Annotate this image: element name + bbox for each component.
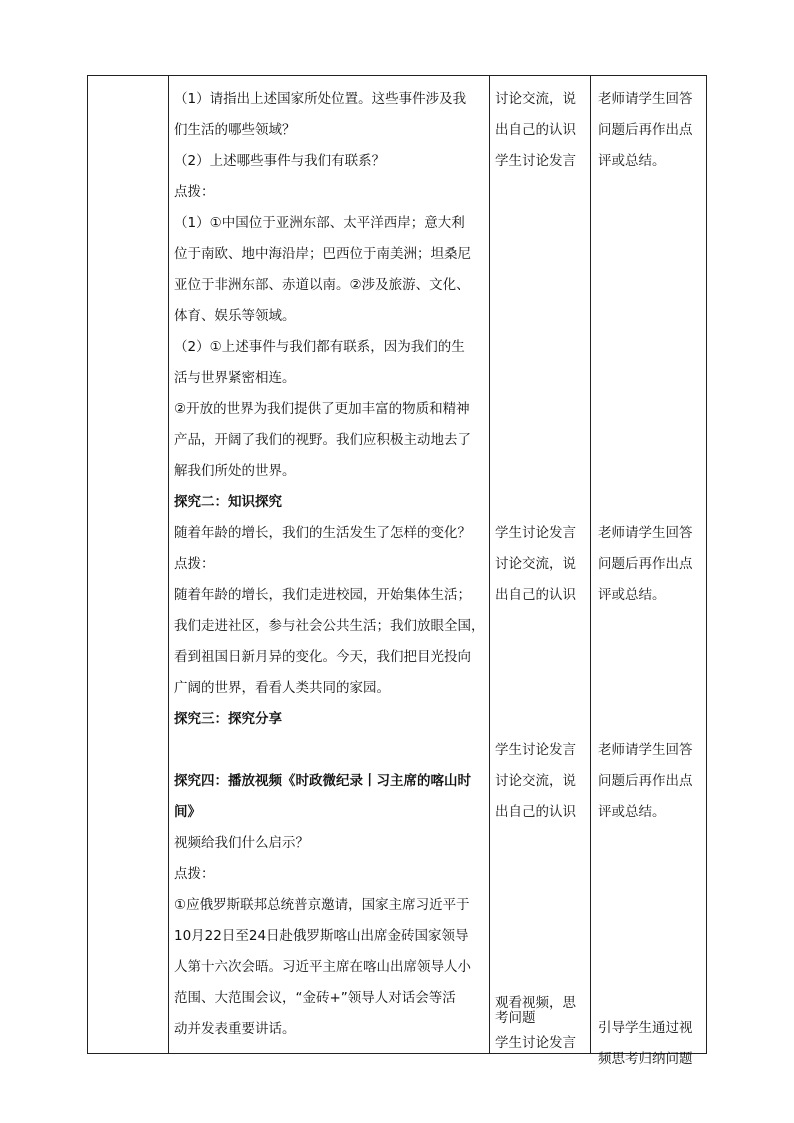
content-line: 点拨：	[174, 184, 215, 200]
student-activity-line: 讨论交流，说	[495, 91, 576, 107]
student-activity-line: 学生讨论发言	[495, 153, 576, 169]
student-activity-line: 观看视频，思	[495, 995, 576, 1011]
teacher-activity-line: 问题后再作出点	[598, 122, 693, 138]
content-line: （2）上述哪些事件与我们有联系？	[174, 153, 386, 169]
student-activity-line: 考问题	[495, 1010, 536, 1026]
content-line: ②开放的世界为我们提供了更加丰富的物质和精神	[174, 401, 470, 417]
content-line: 位于南欧、地中海沿岸；巴西位于南美洲；坦桑尼	[174, 246, 471, 262]
content-line: 看到祖国日新月异的变化。今天，我们把目光投向	[174, 649, 471, 665]
teacher-activity-line: 问题后再作出点	[598, 556, 693, 572]
student-activity-line: 出自己的认识	[495, 122, 576, 138]
content-line: 探究三：探究分享	[174, 711, 282, 727]
teacher-activity-line: 老师请学生回答	[598, 742, 693, 758]
student-activity-line: 出自己的认识	[495, 587, 576, 603]
teacher-activity-line: 老师请学生回答	[598, 525, 693, 541]
content-line: （1）①中国位于亚洲东部、太平洋西岸；意大利	[174, 215, 465, 231]
teacher-activity-line: 老师请学生回答	[598, 91, 693, 107]
content-line: 活与世界紧密相连。	[174, 370, 296, 386]
content-line: 点拨：	[174, 556, 215, 572]
teacher-activity-line: 评或总结。	[598, 587, 666, 603]
column-divider	[590, 76, 591, 1053]
content-line: 范围、大范围会议，“金砖+”领导人对话会等活	[174, 990, 456, 1006]
student-activity-line: 学生讨论发言	[495, 742, 576, 758]
teacher-activity-line: 引导学生通过视	[598, 1020, 693, 1036]
student-activity-line: 学生讨论发言	[495, 1035, 576, 1051]
content-line: 人第十六次会晤。习近平主席在喀山出席领导人小	[174, 959, 471, 975]
content-line: 亚位于非洲东部、赤道以南。②涉及旅游、文化、	[174, 277, 470, 293]
content-line: （2）①上述事件与我们都有联系，因为我们的生	[174, 339, 465, 355]
content-line: 广阔的世界，看看人类共同的家园。	[174, 680, 390, 696]
content-line: 动并发表重要讲话。	[174, 1021, 296, 1037]
content-line: 视频给我们什么启示？	[174, 835, 309, 851]
content-line: 们生活的哪些领域？	[174, 122, 296, 138]
content-line: （1）请指出上述国家所处位置。这些事件涉及我	[174, 91, 467, 107]
content-line: 体育、娱乐等领域。	[174, 308, 296, 324]
lesson-table	[87, 75, 707, 1067]
content-line: 随着年龄的增长，我们的生活发生了怎样的变化？	[174, 525, 471, 541]
column-divider	[489, 76, 490, 1053]
teacher-activity-line: 评或总结。	[598, 153, 666, 169]
content-line: 点拨：	[174, 866, 215, 882]
content-line: 探究二：知识探究	[174, 494, 282, 510]
student-activity-line: 讨论交流，说	[495, 556, 576, 572]
content-line: 间》	[174, 804, 201, 820]
student-activity-line: 出自己的认识	[495, 804, 576, 820]
content-line: 10月22日至24日赴俄罗斯喀山出席金砖国家领导	[174, 928, 469, 944]
content-line: ①应俄罗斯联邦总统普京邀请，国家主席习近平于	[174, 897, 470, 913]
content-line: 探究四：播放视频《时政微纪录丨习主席的喀山时	[174, 773, 471, 789]
teacher-activity-line: 频思考归纳问题	[598, 1051, 693, 1067]
column-divider	[168, 76, 169, 1053]
teacher-activity-line: 评或总结。	[598, 804, 666, 820]
content-line: 产品，开阔了我们的视野。我们应积极主动地去了	[174, 432, 471, 448]
student-activity-line: 学生讨论发言	[495, 525, 576, 541]
content-line: 随着年龄的增长，我们走进校园，开始集体生活；	[174, 587, 471, 603]
content-line: 解我们所处的世界。	[174, 463, 296, 479]
student-activity-line: 讨论交流，说	[495, 773, 576, 789]
content-line: 我们走进社区，参与社会公共生活；我们放眼全国，	[174, 618, 485, 634]
teacher-activity-line: 问题后再作出点	[598, 773, 693, 789]
